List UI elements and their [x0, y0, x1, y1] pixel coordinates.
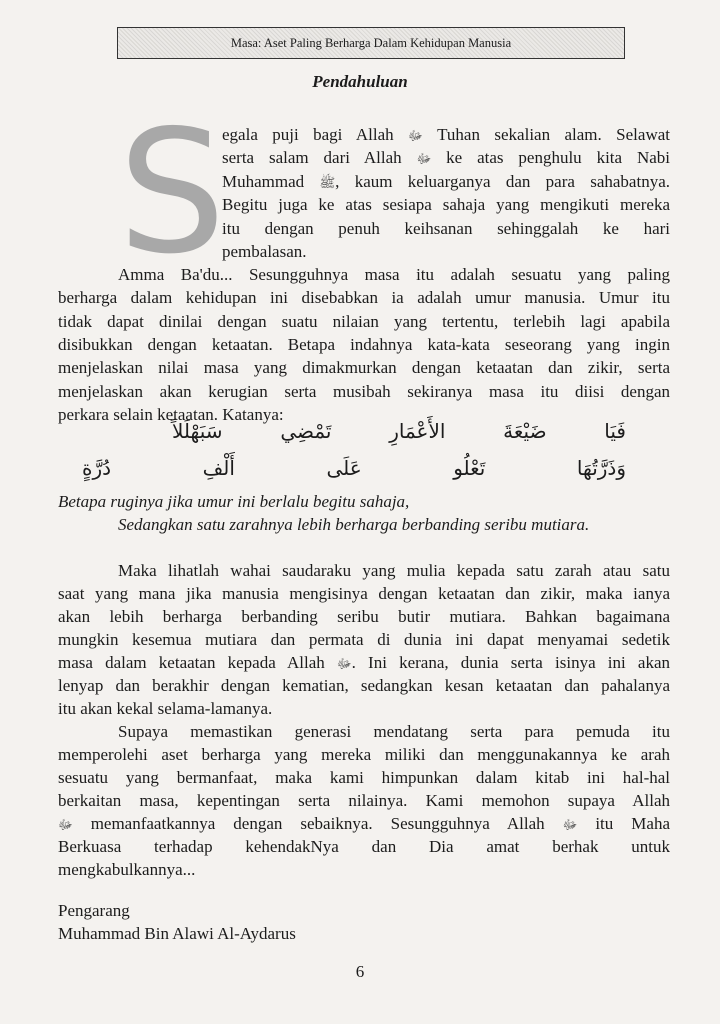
drop-cap: S: [118, 94, 226, 292]
paragraph-line: Amma Ba'du... Sesungguhnya masa itu adalah sesuatu yang paling: [118, 265, 670, 284]
paragraph-line: [58, 654, 670, 671]
text-run: ke atas penghulu kita Nabi: [431, 148, 670, 167]
paragraph-line: itu akan kekal selama-lamanya.: [58, 699, 273, 718]
translation-line: Sedangkan satu zarahnya lebih berharga berbanding seribu mutiara.: [118, 515, 590, 534]
text-run: serta salam dari Allah: [222, 148, 417, 167]
paragraph-line: berkaitan masa, kepentingan serta nilainya. Kami memohon supaya Allah: [58, 791, 670, 810]
paragraph-line: perkara selain ketaatan. Katanya:: [58, 405, 284, 424]
paragraph-line: Supaya memastikan generasi mendatang serta para pemuda itu: [118, 722, 670, 741]
text-run: pembalasan.: [222, 242, 307, 261]
arabic-verse-line: وَذَرَّتُهَا تَعْلُو عَلَى أَلْفِ دُرَّةٍ: [82, 456, 626, 480]
intro-line: [222, 149, 670, 166]
honorific-symbol: ﷻ: [416, 152, 432, 167]
paragraph-line: Maka lihatlah wahai saudaraku yang mulia kepada satu zarah atau satu: [118, 561, 670, 580]
arabic-verse-line: فَيَا ضَيْعَةَ الأَعْمَارِ تَمْضِي سَبَهْلَلاً: [172, 419, 626, 443]
paragraph-line: akan lebih berharga berbanding seribu butir mutiara. Bahkan bagaimana: [58, 607, 670, 626]
text-run: Tuhan sekalian alam. Selawat: [422, 125, 670, 144]
text-run: masa dalam ketaatan kepada Allah: [58, 653, 337, 672]
section-title: Pendahuluan: [312, 72, 408, 91]
signature-name: Muhammad Bin Alawi Al-Aydarus: [58, 924, 296, 943]
paragraph-line: menjelaskan nilai masa yang dimakmurkan dengan ketaatan dan zikir, serta: [58, 358, 670, 377]
signature-label: Pengarang: [58, 901, 130, 920]
running-header-title: Masa: Aset Paling Berharga Dalam Kehidupan Manusia: [230, 35, 512, 50]
page-number: 6: [355, 962, 365, 981]
text-run: memanfaatkannya dengan sebaiknya. Sesungguhnya Allah: [72, 814, 563, 833]
intro-line: [222, 220, 670, 237]
text-run: Begitu juga ke atas sesiapa sahaja yang mengikuti mereka: [222, 195, 670, 214]
honorific-symbol: ﷻ: [408, 129, 423, 144]
text-run: Muhammad: [222, 172, 320, 191]
paragraph-line: memperolehi aset berharga yang mereka miliki dan menggunakannya ke arah: [58, 745, 670, 764]
paragraph-line: berharga dalam kehidupan ini disebabkan ia adalah umur manusia. Umur itu: [58, 288, 670, 307]
honorific-symbol: ﷻ: [58, 818, 73, 833]
translation-line: Betapa ruginya jika umur ini berlalu begitu sahaja,: [58, 492, 410, 511]
paragraph-line: sesuatu yang bermanfaat, maka kami himpunkan dalam kitab ini hal-hal: [58, 768, 670, 787]
honorific-symbol: ﷻ: [336, 657, 352, 672]
honorific-symbol: ﷻ: [562, 818, 578, 833]
intro-line: [222, 196, 670, 213]
intro-line: [222, 173, 670, 190]
paragraph-line: saat yang mana jika manusia mengisinya dengan ketaatan dan zikir, maka ianya: [58, 584, 670, 603]
text-run: itu Maha: [577, 814, 670, 833]
intro-line: [222, 243, 670, 260]
running-header: [117, 27, 625, 59]
paragraph-line: [58, 815, 670, 832]
text-run: , kaum keluarganya dan para sahabatnya.: [335, 172, 670, 191]
paragraph-line: tidak dapat dinilai dengan suatu nilaian yang tertentu, terlebih lagi apabila: [58, 312, 670, 331]
text-run: . Ini kerana, dunia serta isinya ini akan: [351, 653, 670, 672]
intro-line: [222, 126, 670, 143]
paragraph-line: mengkabulkannya...: [58, 860, 196, 879]
paragraph-line: mungkin kesemua mutiara dan permata di dunia ini dapat menyamai sedetik: [58, 630, 670, 649]
paragraph-line: disibukkan dengan ketaatan. Betapa indahnya kata-kata seseorang yang ingin: [58, 335, 670, 354]
paragraph-line: menjelaskan akan kerugian serta musibah sekiranya masa itu diisi dengan: [58, 382, 670, 401]
paragraph-line: Berkuasa terhadap kehendakNya dan Dia amat berhak untuk: [58, 837, 670, 856]
text-run: egala puji bagi Allah: [222, 125, 409, 144]
text-run: itu dengan penuh keihsanan sehinggalah ke hari: [222, 219, 670, 238]
paragraph-line: lenyap dan berakhir dengan kematian, sedangkan kesan ketaatan dan pahalanya: [58, 676, 670, 695]
honorific-symbol: ﷺ: [319, 176, 336, 191]
